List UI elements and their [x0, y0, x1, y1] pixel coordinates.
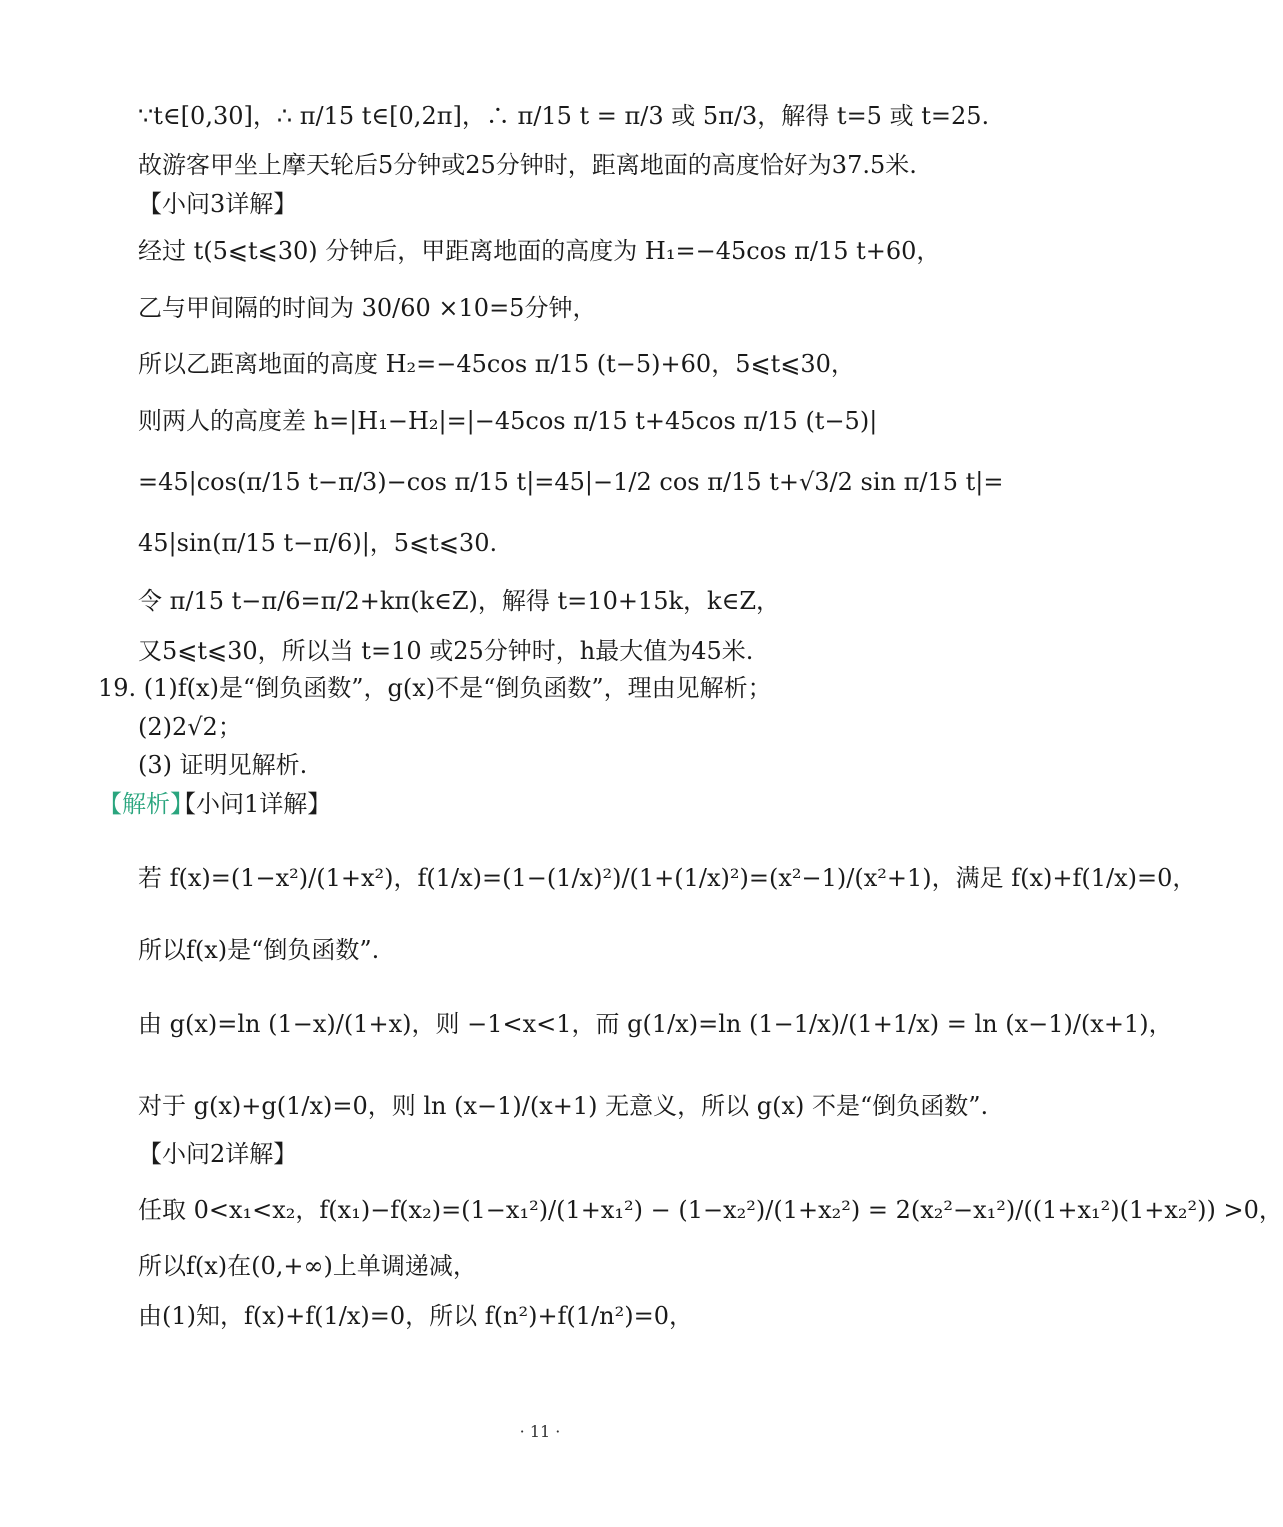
text-line: 【小问3详解】 [138, 190, 298, 218]
text-line: 任取 0<x₁<x₂，f(x₁)−f(x₂)=(1−x₁²)/(1+x₁²) − (1−x₂²)/(1+x₂²) = 2(x₂²−x₁²)/((1+x₁²)(1+x₂²)) >0， [138, 1196, 1283, 1224]
text-line: 所以乙距离地面的高度 H₂=−45cos π/15 (t−5)+60，5⩽t⩽30， [138, 350, 855, 378]
text-line: 又5⩽t⩽30，所以当 t=10 或25分钟时，h最大值为45米. [138, 637, 754, 665]
text-line: 若 f(x)=(1−x²)/(1+x²)，f(1/x)=(1−(1/x)²)/(1+(1/x)²)=(x²−1)/(x²+1)，满足 f(x)+f(1/x)=0， [138, 864, 1197, 892]
text-line: 对于 g(x)+g(1/x)=0，则 ln (x−1)/(x+1) 无意义，所以 g(x) 不是“倒负函数”. [138, 1092, 989, 1120]
text-line: 【小问2详解】 [138, 1140, 298, 1168]
text-line: 所以f(x)是“倒负函数”. [138, 936, 380, 964]
text-line: (2)2√2； [138, 713, 242, 741]
text-line: 45|sin(π/15 t−π/6)|，5⩽t⩽30. [138, 529, 498, 557]
text-line: 由 g(x)=ln (1−x)/(1+x)，则 −1<x<1，而 g(1/x)=ln (1−1/x)/(1+1/x) = ln (x−1)/(x+1)， [138, 1010, 1173, 1038]
text-line: 乙与甲间隔的时间为 30/60 ×10=5分钟， [138, 294, 597, 322]
text-line: 则两人的高度差 h=|H₁−H₂|=|−45cos π/15 t+45cos π/15 (t−5)| [138, 407, 878, 435]
text-line: ∵t∈[0,30]，∴ π/15 t∈[0,2π]，∴ π/15 t = π/3 或 5π/3，解得 t=5 或 t=25. [138, 102, 990, 130]
text-line: (3) 证明见解析. [138, 751, 308, 779]
text-line: 19. (1)f(x)是“倒负函数”，g(x)不是“倒负函数”，理由见解析； [98, 674, 772, 702]
text-line: 【小问1详解】 [172, 790, 332, 818]
text-line: 故游客甲坐上摩天轮后5分钟或25分钟时，距离地面的高度恰好为37.5米. [138, 151, 917, 179]
text-line: 经过 t(5⩽t⩽30) 分钟后，甲距离地面的高度为 H₁=−45cos π/15 t+60， [138, 237, 941, 265]
page-number: · 11 · [519, 1422, 561, 1441]
text-line: 所以f(x)在(0,+∞)上单调递减， [138, 1252, 477, 1280]
text-line: 令 π/15 t−π/6=π/2+kπ(k∈Z)，解得 t=10+15k，k∈Z， [138, 587, 781, 615]
text-line: =45|cos(π/15 t−π/3)−cos π/15 t|=45|−1/2 cos π/15 t+√3/2 sin π/15 t|= [138, 468, 1004, 496]
text-line: 【解析】 [98, 790, 194, 818]
text-line: 由(1)知，f(x)+f(1/x)=0，所以 f(n²)+f(1/n²)=0， [138, 1302, 693, 1330]
